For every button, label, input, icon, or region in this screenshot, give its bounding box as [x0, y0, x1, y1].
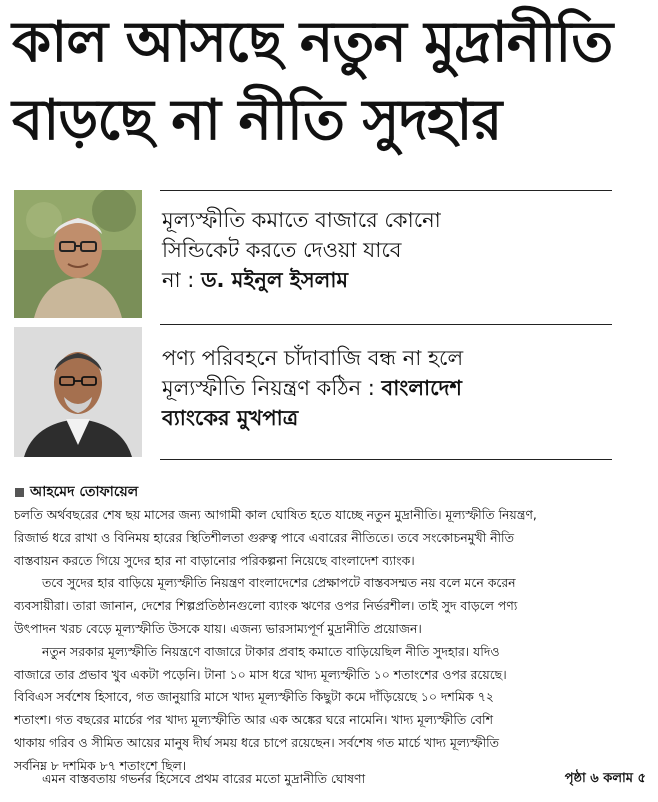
quote-2-speaker-part-2: ব্যাংকের মুখপাত্র	[162, 406, 299, 430]
quote-2-line-3	[162, 403, 463, 433]
byline	[15, 480, 138, 504]
quote-1-line-2: সিন্ডিকেট করতে দেওয়া যাবে	[162, 238, 402, 262]
body-line: রিজার্ভ ধরে রাখা ও বিনিময় হারের স্থিতিশীলতা গুরুত্ব পাবে এবারের নীতিতে। তবে সংকোচনমুখী নীতি	[14, 529, 514, 545]
body-line: থাকায় গরিব ও সীমিত আয়ের মানুষ দীর্ঘ সময় ধরে চাপে রয়েছেন। সর্বশেষ গত মার্চে খাদ্য মূল্যস্ফীতি	[14, 734, 499, 750]
quote-2-line-2-text: মূল্যস্ফীতি নিয়ন্ত্রণ কঠিন :	[162, 376, 382, 400]
quote-2-line-2	[162, 373, 463, 403]
body-line: শতাংশ। গত বছরের মার্চের পর খাদ্য মূল্যস্ফীতি আর এক অঙ্কের ঘরে নামেনি। খাদ্য মূল্যস্ফীতি বেশি	[14, 712, 493, 728]
headline-line-2: বাড়ছে না নীতি সুদহার	[12, 88, 502, 153]
byline-author: আহমেদ তোফায়েল	[30, 484, 139, 500]
quote-2-speaker-part-1: বাংলাদেশ	[381, 376, 462, 400]
article-body	[14, 504, 646, 778]
headline	[12, 4, 652, 160]
quote-1-line-3	[162, 265, 441, 295]
quote-2-line-1: পণ্য পরিবহনে চাঁদাবাজি বন্ধ না হলে	[162, 346, 464, 370]
quote-1-line-1: মূল্যস্ফীতি কমাতে বাজারে কোনো	[162, 208, 441, 232]
body-line: বিবিএস সর্বশেষ হিসাবে, গত জানুয়ারি মাসে খাদ্য মূল্যস্ফীতি কিছুটা কমে দাঁড়িয়েছে ১০ দশমিক ৭২	[14, 689, 494, 705]
body-last-line: এমন বাস্তবতায় গভর্নর হিসেবে প্রথম বারের মতো মুদ্রানীতি ঘোষণা	[42, 771, 366, 786]
body-line: সর্বনিম্ন ৮ দশমিক ৮৭ শতাংশে ছিল।	[14, 757, 187, 773]
body-line: উৎপাদন খরচ বেড়ে মূল্যস্ফীতি উসকে যায়। এজন্য ভারসাম্যপূর্ণ মুদ্রানীতি প্রয়োজন।	[14, 620, 422, 636]
body-line: চলতি অর্থবছরের শেষ ছয় মাসের জন্য আগামী কাল ঘোষিত হতে যাচ্ছে নতুন মুদ্রানীতি। মূল্যস্ফীতি নিয়ন্ত্রণ,	[14, 507, 537, 522]
photo-bangladesh-bank-spokesperson	[14, 327, 142, 457]
divider-top	[160, 190, 612, 191]
body-line: ব্যবসায়ীরা। তারা জানান, দেশের শিল্পপ্রতিষ্ঠানগুলো ব্যাংক ঋণের ওপর নির্ভরশীল। তাই সুদ বাড়লে পণ্য	[14, 598, 518, 614]
quote-1	[162, 205, 441, 295]
body-line: বাস্তবায়ন করতে গিয়ে সুদের হার না বাড়ানোর পরিকল্পনা নিয়েছে বাংলাদেশ ব্যাংক।	[14, 552, 415, 568]
quote-2	[162, 343, 463, 433]
body-line: তবে সুদের হার বাড়িয়ে মূল্যস্ফীতি নিয়ন্ত্রণ বাংলাদেশের প্রেক্ষাপটে বাস্তবসম্মত নয় বলে মনে করেন	[42, 575, 516, 591]
headline-line-1: কাল আসছে নতুন মুদ্রানীতি	[12, 10, 613, 75]
continued-on-page-link[interactable]: পৃষ্ঠা ৬ কলাম ৫	[564, 771, 646, 786]
divider-middle	[160, 324, 612, 325]
article-continuation	[14, 768, 646, 790]
body-line: বাজারে তার প্রভাব খুব একটা পড়েনি। টানা ১০ মাস ধরে খাদ্য মূল্যস্ফীতি ১০ শতাংশের ওপর রয়েছে।	[14, 666, 507, 682]
body-line: নতুন সরকার মূল্যস্ফীতি নিয়ন্ত্রণে বাজারে টাকার প্রবাহ কমাতে বাড়িয়েছিল নীতি সুদহার। যদিও	[42, 643, 500, 659]
divider-bottom	[160, 459, 612, 460]
quote-1-line-3-text: না :	[162, 268, 202, 292]
quote-1-speaker: ড. মইনুল ইসলাম	[201, 268, 349, 292]
square-bullet-icon	[15, 488, 24, 497]
photo-moinul-islam	[14, 190, 142, 318]
